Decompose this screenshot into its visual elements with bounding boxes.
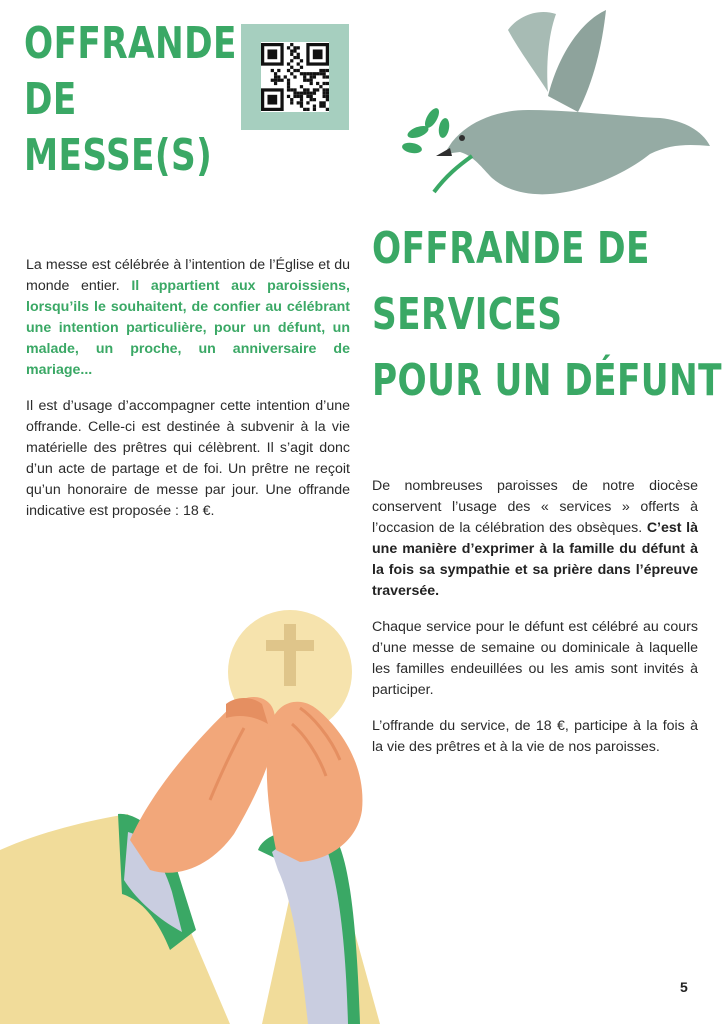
title-offrande-messes: [24, 16, 237, 184]
right-column-text: [372, 476, 698, 773]
right-hand: [267, 702, 363, 862]
service-celebration-paragraph: Chaque service pour le défunt est célébré au cours d’une messe de semaine ou dominicale à laquelle les familles endeuillées ou les amis sont invités à participer.: [372, 619, 698, 698]
qr-code-pattern: [261, 42, 329, 112]
service-offering-paragraph: L’offrande du service, de 18 €, participe à la fois à la vie des prêtres et à la vie de nos paroisses.: [372, 718, 698, 755]
intro-text: La messe est célébrée à l’intention de l’Église et du monde entier.: [26, 257, 350, 294]
left-hand: [130, 697, 276, 873]
left-column-text: [26, 255, 350, 537]
title-line: MESSE(S): [24, 130, 213, 181]
services-paragraph: [372, 476, 698, 602]
qr-code-icon[interactable]: [241, 24, 349, 130]
title-offrande-services: [372, 216, 722, 414]
title-line: DE: [24, 74, 77, 125]
title-line: OFFRANDE: [24, 18, 237, 69]
services-bold: C’est là une manière d’exprimer à la famille du défunt à la fois sa sympathie et sa prière dans l’épreuve traversée.: [372, 520, 698, 599]
title-line: OFFRANDE DE: [372, 223, 650, 274]
intro-paragraph: [26, 255, 350, 381]
hands-host-illustration: [0, 600, 420, 1024]
cross-icon: [284, 624, 296, 686]
title-line: POUR UN DÉFUNT: [372, 355, 722, 406]
title-line: SERVICES: [372, 289, 563, 340]
dove-icon: [398, 6, 714, 212]
page-number: 5: [680, 979, 688, 995]
intro-highlight: Il appartient aux paroissiens, lorsqu’ils le souhaitent, de confier au célébrant une intention particulière, pour un défunt, un malade, un proche, un anniversaire de mariage...: [26, 278, 350, 378]
offering-paragraph: Il est d’usage d’accompagner cette intention d’une offrande. Celle-ci est destinée à subvenir à la vie matérielle des prêtres qui célèbrent. Il s’agit donc d’un acte de partage et de foi. Un prêtre ne reçoit qu’un honoraire de messe par jour. Une offrande indicative est proposée : 18 €.: [26, 398, 350, 519]
services-text: De nombreuses paroisses de notre diocèse conservent l’usage des « services » offerts à l’occasion de la célébration des obsèques.: [372, 478, 698, 536]
